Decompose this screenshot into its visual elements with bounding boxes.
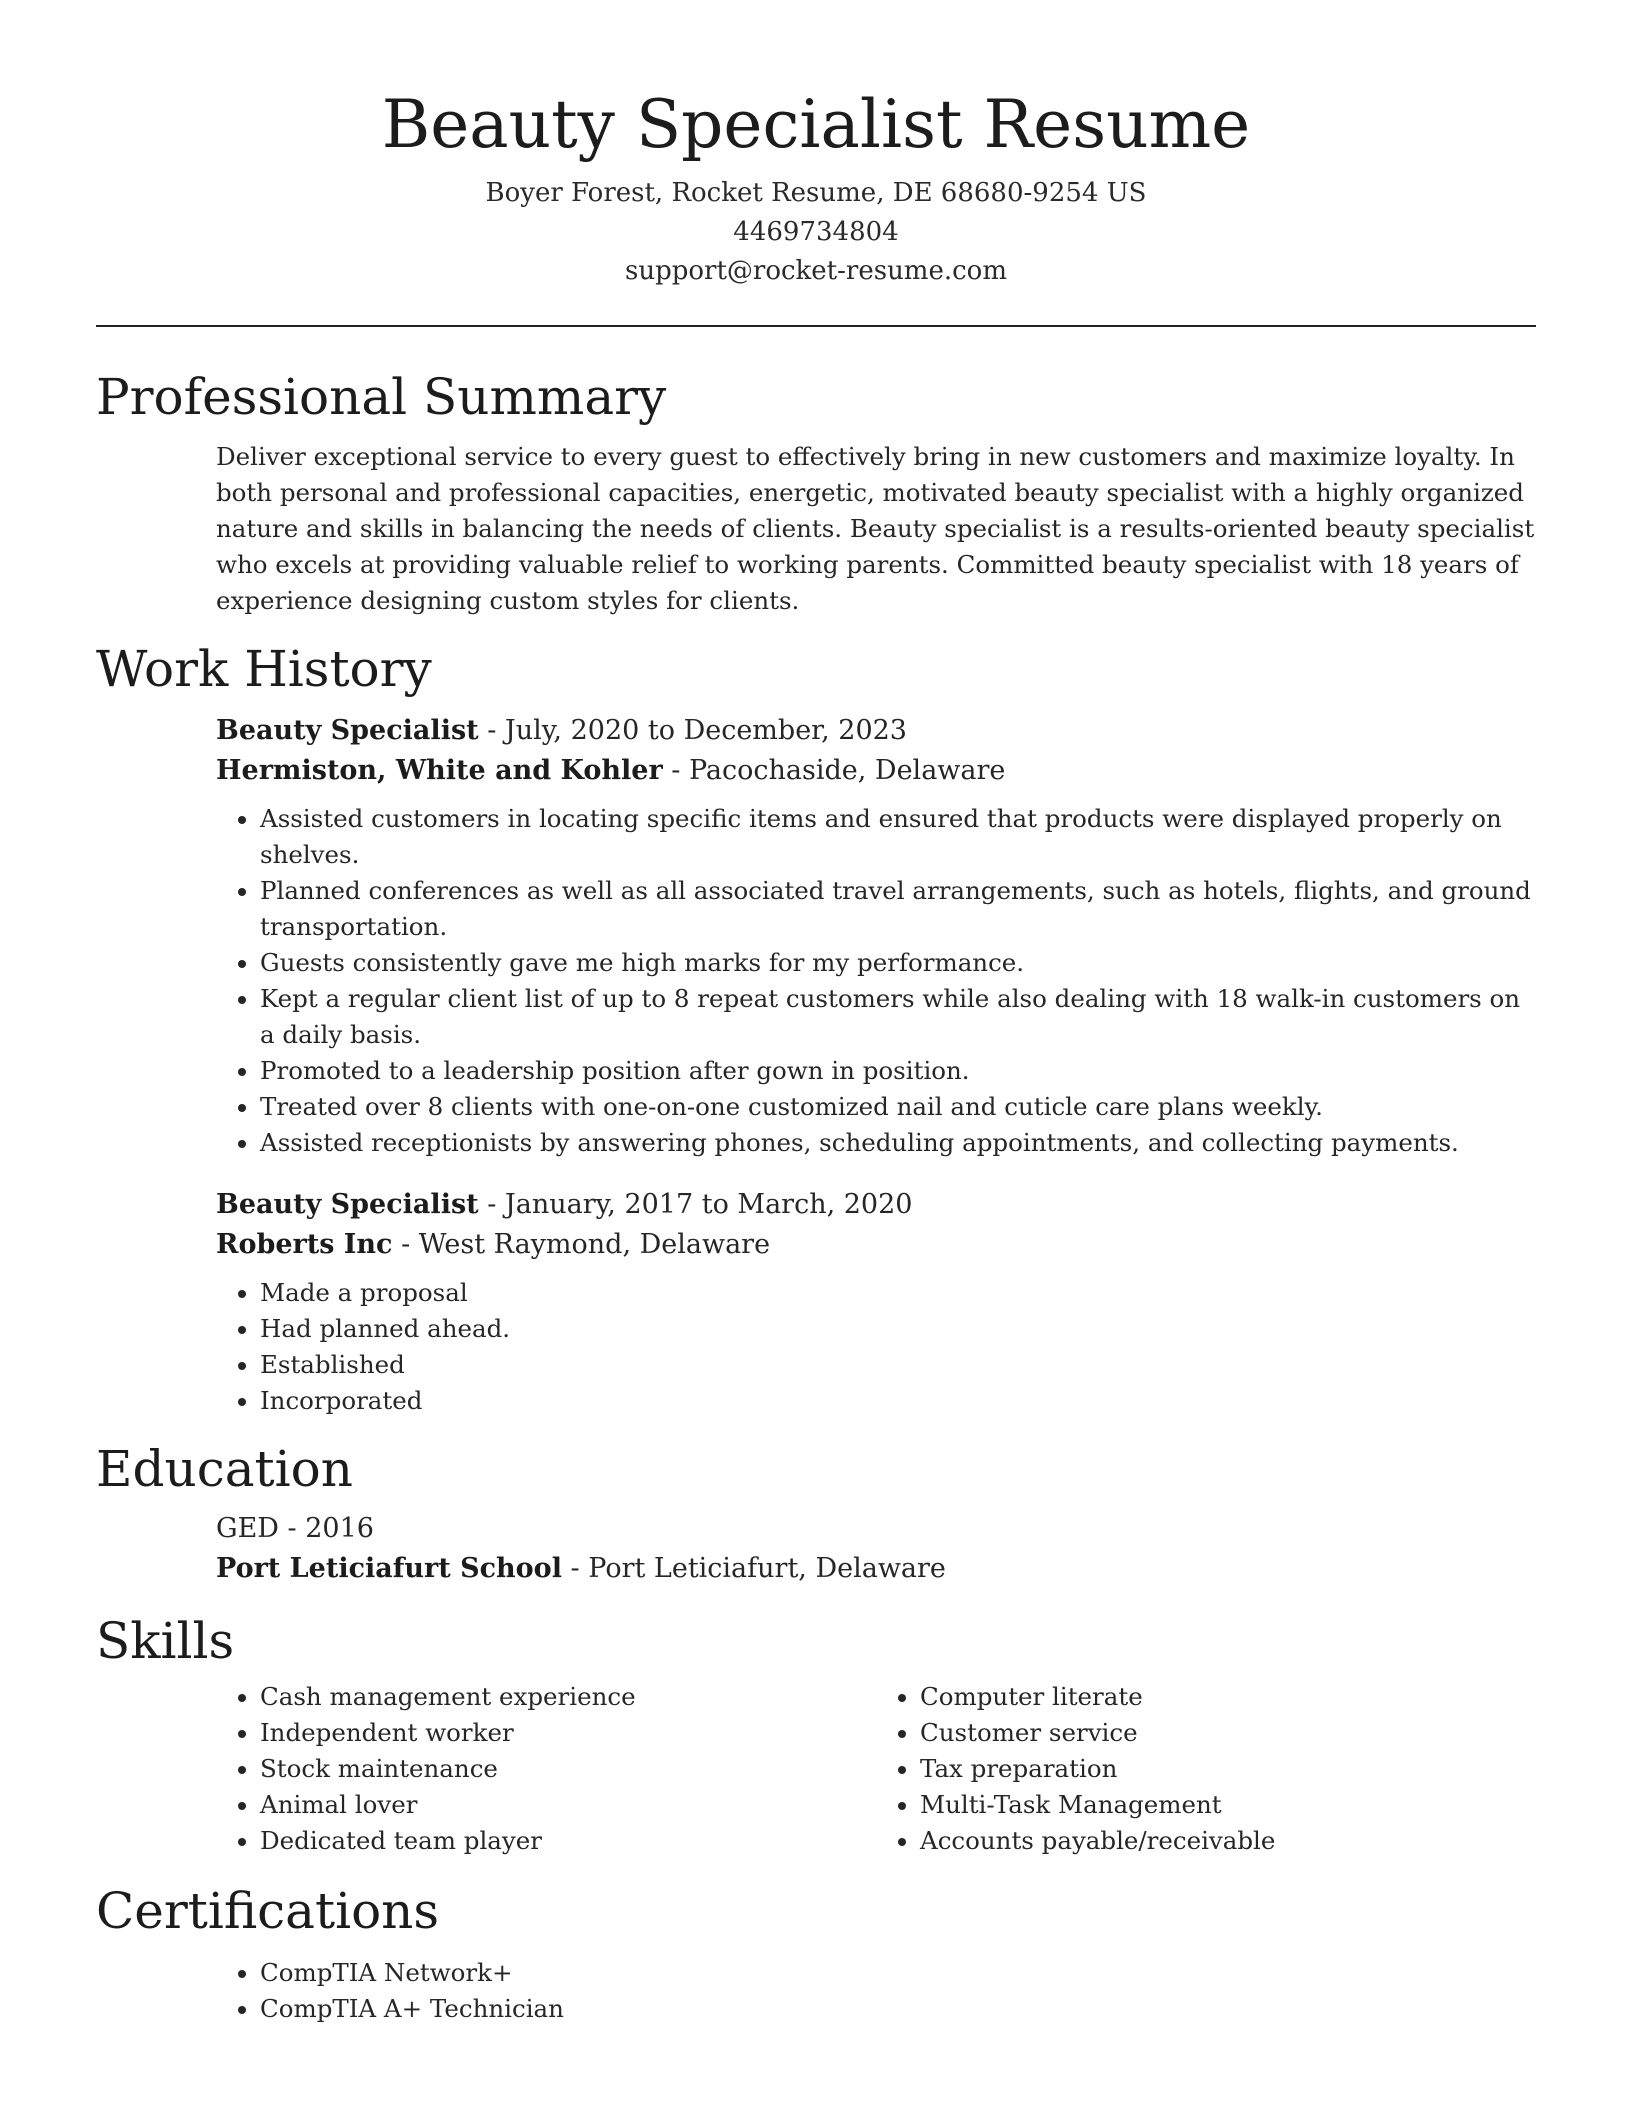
job-duties-list: [216, 801, 1536, 1161]
job-duty: • Kept a regular client list of up to 8 repeat customers while also dealing with 18 walk-in customers on a daily basis.: [260, 981, 1536, 1053]
skill-item: • Multi-Task Management: [920, 1787, 1536, 1823]
certification-item: • CompTIA A+ Technician: [260, 1991, 1536, 2027]
education-school-line: [216, 1549, 1536, 1589]
contact-address: Boyer Forest, Rocket Resume, DE 68680-9254 US: [485, 178, 1147, 208]
job-title: Beauty Specialist: [216, 1189, 479, 1220]
job-duty: • Incorporated: [260, 1383, 1536, 1419]
summary-section: [216, 439, 1536, 619]
skills-heading: Skills: [96, 1612, 235, 1670]
skill-item: • Stock maintenance: [260, 1751, 876, 1787]
skill-item: • Animal lover: [260, 1787, 876, 1823]
job-duty: • Assisted customers in locating specific items and ensured that products were displayed properly on shelves.: [260, 801, 1536, 873]
job-duty: • Promoted to a leadership position after gown in position.: [260, 1053, 1536, 1089]
education-location: - Port Leticiafurt, Delaware: [561, 1553, 946, 1584]
work-history-heading: Work History: [96, 640, 432, 698]
skill-item: • Accounts payable/receivable: [920, 1823, 1536, 1859]
contact-info: [96, 174, 1536, 291]
job-company-line: [216, 751, 1536, 791]
skill-item: • Tax preparation: [920, 1751, 1536, 1787]
job-duty: • Treated over 8 clients with one-on-one customized nail and cuticle care plans weekly.: [260, 1089, 1536, 1125]
skill-item: • Dedicated team player: [260, 1823, 876, 1859]
skill-item: • Customer service: [920, 1715, 1536, 1751]
contact-email: support@rocket-resume.com: [624, 256, 1007, 286]
education-heading: Education: [96, 1440, 353, 1498]
certification-item: • CompTIA Network+: [260, 1955, 1536, 1991]
job-title-line: [216, 1185, 1536, 1225]
job-title: Beauty Specialist: [216, 715, 479, 746]
job-dates: - July, 2020 to December, 2023: [478, 715, 907, 746]
job-duty: • Had planned ahead.: [260, 1311, 1536, 1347]
certifications-section: [216, 1955, 1536, 2027]
resume-header: [96, 0, 1536, 291]
skills-list-right: [876, 1679, 1536, 1859]
skills-list-left: [216, 1679, 876, 1859]
job-company: Roberts Inc: [216, 1229, 393, 1260]
job-duty: • Guests consistently gave me high marks for my performance.: [260, 945, 1536, 981]
job-location: - Pacochaside, Delaware: [662, 755, 1006, 786]
contact-phone: 4469734804: [733, 217, 899, 247]
job-dates: - January, 2017 to March, 2020: [478, 1189, 913, 1220]
header-divider: [96, 325, 1536, 327]
job-location: - West Raymond, Delaware: [392, 1229, 771, 1260]
job-entry: [216, 1185, 1536, 1419]
job-company-line: [216, 1225, 1536, 1265]
job-duty: • Established: [260, 1347, 1536, 1383]
skill-item: • Independent worker: [260, 1715, 876, 1751]
education-degree: GED - 2016: [216, 1513, 374, 1544]
work-history-section: [216, 711, 1536, 1419]
certifications-heading: Certifications: [96, 1882, 440, 1940]
job-duty: • Planned conferences as well as all associated travel arrangements, such as hotels, flights, and ground transportation.: [260, 873, 1536, 945]
job-company: Hermiston, White and Kohler: [216, 755, 663, 786]
skill-item: • Cash management experience: [260, 1679, 876, 1715]
job-duties-list: [216, 1275, 1536, 1419]
summary-heading: Professional Summary: [96, 368, 667, 426]
certifications-list: [216, 1955, 1536, 2027]
skill-item: • Computer literate: [920, 1679, 1536, 1715]
job-duty: • Assisted receptionists by answering phones, scheduling appointments, and collecting payments.: [260, 1125, 1536, 1161]
job-duty: • Made a proposal: [260, 1275, 1536, 1311]
job-title-line: [216, 711, 1536, 751]
resume-page: [96, 0, 1536, 2027]
education-section: [216, 1509, 1536, 1589]
summary-text: Deliver exceptional service to every guest to effectively bring in new customers and maximize loyalty. In both personal and professional capacities, energetic, motivated beauty specialist with a highly organized nature and skills in balancing the needs of clients. Beauty specialist is a results-oriented beauty specialist who excels at providing valuable relief to working parents. Committed beauty specialist with 18 years of experience designing custom styles for clients.: [216, 442, 1535, 615]
resume-title: Beauty Specialist Resume: [381, 86, 1251, 163]
education-school: Port Leticiafurt School: [216, 1553, 562, 1584]
skills-grid: [216, 1679, 1536, 1859]
skills-section: [216, 1679, 1536, 1859]
job-entry: [216, 711, 1536, 1161]
